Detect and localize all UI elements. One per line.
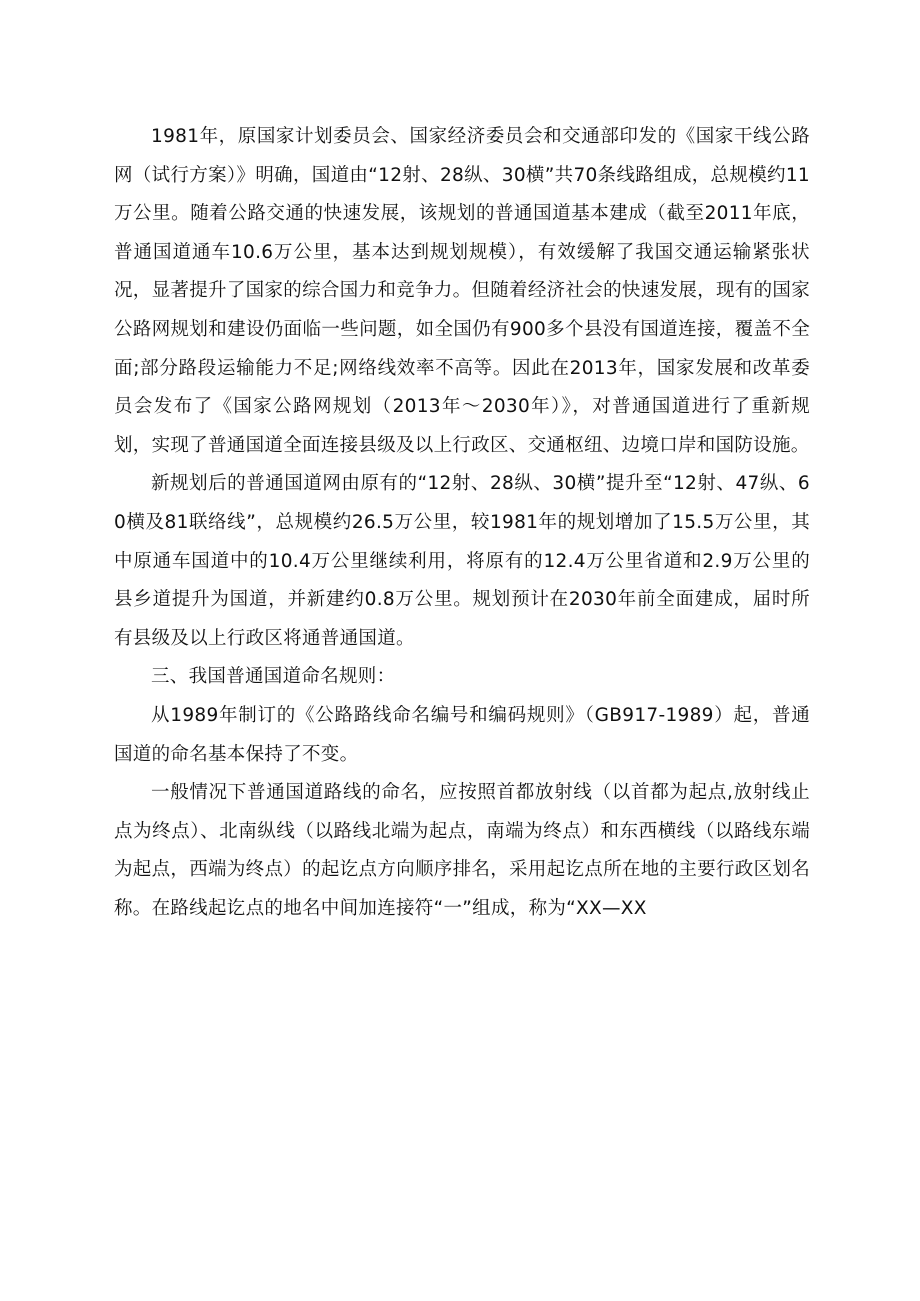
section-heading-naming-rules: 三、我国普通国道命名规则： [151,666,396,688]
paragraph-naming-method: 一般情况下普通国道路线的命名，应按照首都放射线（以首都为起点,放射线止点为终点）、北南纵线（以路线北端为起点，南端为终点）和东西横线（以路线东端为起点，西端为终点）的起讫点方向顺序排名，采用起讫点所在地的主要行政区划名称。在路线起讫点的地名中间加连接符“一”组成，称为“XX—XX [114,782,810,919]
paragraph-gb917: 从1989年制订的《公路路线命名编号和编码规则》（GB917-1989）起，普通国道的命名基本保持了不变。 [114,704,810,765]
document-body [114,118,810,928]
paragraph-new-plan: 新规划后的普通国道网由原有的“12射、28纵、30横”提升至“12射、47纵、60横及81联络线”，总规模约26.5万公里，较1981年的规划增加了15.5万公里，其中原通车国道中的10.4万公里继续利用，将原有的12.4万公里省道和2.9万公里的县乡道提升为国道，并新建约0.8万公里。规划预计在2030年前全面建成，届时所有县级及以上行政区将通普通国道。 [114,473,810,649]
paragraph-1981-plan: 1981年，原国家计划委员会、国家经济委员会和交通部印发的《国家干线公路网（试行方案）》明确，国道由“12射、28纵、30横”共70条线路组成，总规模约11万公里。随着公路交通的快速发展，该规划的普通国道基本建成（截至2011年底，普通国道通车10.6万公里，基本达到规划规模），有效缓解了我国交通运输紧张状况，显著提升了国家的综合国力和竞争力。但随着经济社会的快速发展，现有的国家公路网规划和建设仍面临一些问题，如全国仍有900多个县没有国道连接，覆盖不全面;部分路段运输能力不足;网络线效率不高等。因此在2013年，国家发展和改革委员会发布了《国家公路网规划（2013年～2030年）》，对普通国道进行了重新规划，实现了普通国道全面连接县级及以上行政区、交通枢纽、边境口岸和国防设施。 [114,126,810,456]
